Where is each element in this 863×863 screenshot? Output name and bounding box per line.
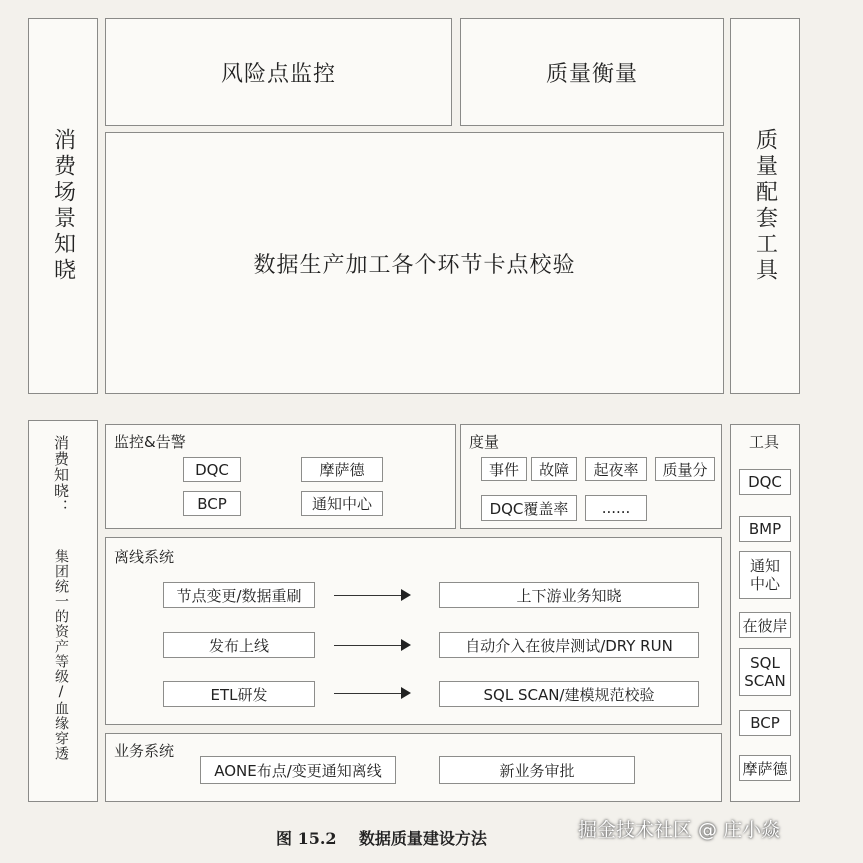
consumption-awareness-panel (28, 420, 98, 802)
measure-title: 度量 (469, 433, 500, 451)
business-item-aone: AONE布点/变更通知离线 (200, 756, 396, 784)
tool-mosad: 摩萨德 (739, 755, 791, 781)
risk-monitor-box (105, 18, 452, 126)
consumption-scenario-panel (28, 18, 98, 394)
tool-sql-scan: SQL SCAN (739, 648, 791, 696)
offline-arrow-3 (334, 693, 409, 694)
monitor-alert-title: 监控&告警 (114, 433, 186, 451)
measure-item-quality-score: 质量分 (655, 457, 715, 481)
offline-from-node-change: 节点变更/数据重刷 (163, 582, 315, 608)
business-item-new-approval: 新业务审批 (439, 756, 635, 784)
checkpoint-label: 数据生产加工各个环节卡点校验 (253, 252, 576, 278)
offline-from-release: 发布上线 (163, 632, 315, 658)
asset-lineage-label: 集团统一的资产等级/血缘穿透 (53, 549, 69, 761)
quality-measure-box (460, 18, 724, 126)
business-system-panel (105, 733, 722, 802)
tools-panel (730, 424, 800, 802)
quality-tools-panel (730, 18, 800, 394)
offline-from-etl: ETL研发 (163, 681, 315, 707)
offline-system-title: 离线系统 (114, 548, 175, 566)
offline-to-upstream-awareness: 上下游业务知晓 (439, 582, 699, 608)
checkpoint-box (105, 132, 724, 394)
monitor-alert-panel (105, 424, 456, 529)
tool-dqc: DQC (739, 469, 791, 495)
quality-measure-label: 质量衡量 (545, 61, 638, 87)
measure-panel (460, 424, 722, 529)
figure-caption: 图 15.2 数据质量建设方法 (276, 829, 487, 848)
tool-bcp: BCP (739, 710, 791, 736)
offline-to-sql-scan: SQL SCAN/建模规范校验 (439, 681, 699, 707)
offline-arrow-1 (334, 595, 409, 596)
consumption-awareness-label: 消费知晓： (52, 435, 70, 515)
measure-item-ellipsis: ...... (585, 495, 647, 521)
risk-monitor-label: 风险点监控 (220, 61, 336, 87)
measure-item-dqc-coverage: DQC覆盖率 (481, 495, 577, 521)
consumption-scenario-label: 消费场景知晓 (50, 128, 76, 284)
measure-item-event: 事件 (481, 457, 527, 481)
offline-arrow-2 (334, 645, 409, 646)
tool-notify-center: 通知 中心 (739, 551, 791, 599)
tool-bmp: BMP (739, 516, 791, 542)
monitor-item-bcp: BCP (183, 491, 241, 516)
monitor-item-dqc: DQC (183, 457, 241, 482)
monitor-item-mosad: 摩萨德 (301, 457, 383, 482)
business-system-title: 业务系统 (114, 742, 175, 760)
quality-tools-label: 质量配套工具 (752, 128, 778, 284)
tool-bian: 在彼岸 (739, 612, 791, 638)
offline-to-auto-test: 自动介入在彼岸测试/DRY RUN (439, 632, 699, 658)
measure-item-night-rate: 起夜率 (585, 457, 647, 481)
measure-item-failure: 故障 (531, 457, 577, 481)
offline-system-panel (105, 537, 722, 725)
tools-title: 工具 (749, 433, 780, 451)
watermark: 掘金技术社区 @ 庄小焱 (578, 819, 781, 841)
monitor-item-notify: 通知中心 (301, 491, 383, 516)
